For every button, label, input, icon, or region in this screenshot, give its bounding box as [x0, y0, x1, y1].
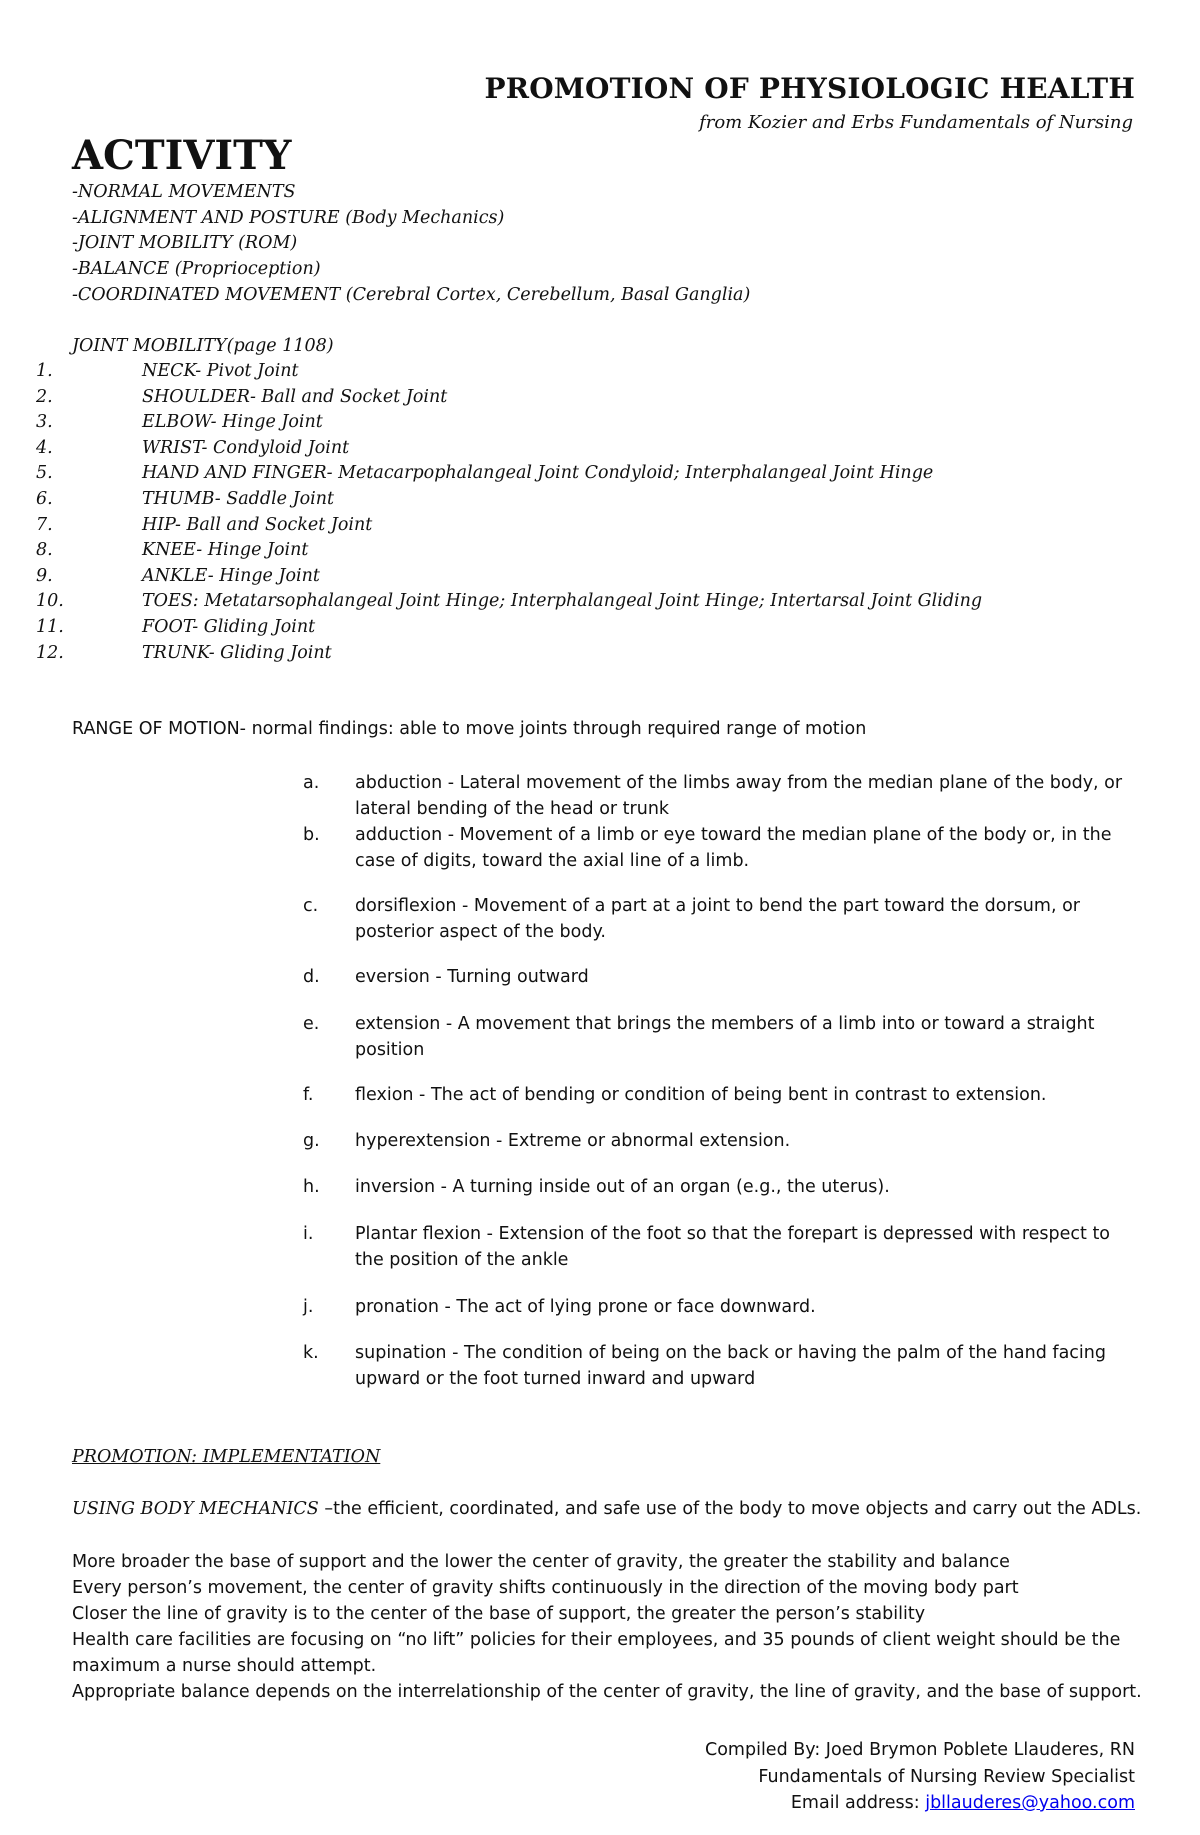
activity-item: -ALIGNMENT AND POSTURE (Body Mechanics) [72, 207, 505, 228]
item-text: TRUNK- Gliding Joint [142, 642, 332, 663]
item-text: SHOULDER- Ball and Socket Joint [142, 386, 448, 407]
item-definition: eversion - Turning outward [355, 967, 589, 987]
item-number: 4. [36, 437, 53, 458]
item-number: 10. [36, 591, 64, 612]
item-number: 5. [36, 463, 53, 484]
item-letter: h. [303, 1177, 320, 1197]
item-text: HIP- Ball and Socket Joint [142, 514, 373, 535]
item-text: FOOT- Gliding Joint [142, 616, 316, 637]
activity-list [72, 180, 750, 308]
body-mechanics-facts [72, 1549, 1142, 1705]
item-text: THUMB- Saddle Joint [142, 488, 335, 509]
list-item: Appropriate balance depends on the interrelationship of the center of gravity, the line of gravity, and the base of support. [72, 1682, 1142, 1702]
body-mechanics-definition [72, 1496, 1141, 1522]
item-definition: adduction - Movement of a limb or eye toward the median plane of the body or, in the case of digits, toward the axial line of a limb. [355, 825, 1112, 871]
document-subtitle: from Kozier and Erbs Fundamentals of Nursing [699, 112, 1133, 133]
item-text: KNEE- Hinge Joint [142, 540, 309, 561]
item-number: 11. [36, 616, 64, 637]
item-definition: flexion - The act of bending or condition of being bent in contrast to extension. [355, 1085, 1047, 1105]
document-title: PROMOTION OF PHYSIOLOGIC HEALTH [484, 72, 1135, 105]
item-definition: hyperextension - Extreme or abnormal extension. [355, 1131, 791, 1151]
item-number: 1. [36, 361, 53, 381]
item-letter: e. [303, 1014, 320, 1034]
item-number: 2. [36, 386, 53, 407]
item-text: ELBOW- Hinge Joint [142, 412, 323, 433]
item-definition: dorsiflexion - Movement of a part at a joint to bend the part toward the dorsum, or posterior aspect of the body. [355, 896, 1080, 942]
list-item: Closer the line of gravity is to the center of the base of support, the greater the person’s stability [72, 1604, 926, 1624]
item-letter: c. [303, 896, 319, 916]
item-number: 8. [36, 540, 53, 561]
item-number: 7. [36, 514, 53, 535]
item-text: NECK- Pivot Joint [142, 361, 299, 381]
list-item: More broader the base of support and the lower the center of gravity, the greater the stability and balance [72, 1552, 1010, 1572]
item-text: TOES: Metatarsophalangeal Joint Hinge; Interphalangeal Joint Hinge; Intertarsal Joint Gliding [142, 591, 983, 612]
item-number: 9. [36, 565, 53, 586]
item-letter: k. [303, 1343, 319, 1363]
range-of-motion-heading: RANGE OF MOTION- normal findings: able to move joints through required range of motion [72, 719, 867, 739]
activity-item: -BALANCE (Proprioception) [72, 259, 321, 280]
body-mechanics-text: –the efficient, coordinated, and safe use of the body to move objects and carry out the ADLs. [318, 1499, 1142, 1519]
body-mechanics-term: USING BODY MECHANICS [72, 1499, 319, 1519]
email-link[interactable]: jbllauderes@yahoo.com [925, 1793, 1135, 1813]
compiled-by: Compiled By: Joed Brymon Poblete Llauderes, RN [705, 1740, 1135, 1760]
activity-item: -JOINT MOBILITY (ROM) [72, 233, 298, 254]
item-definition: inversion - A turning inside out of an organ (e.g., the uterus). [355, 1177, 890, 1197]
item-letter: j. [303, 1297, 314, 1317]
implementation-heading: PROMOTION: IMPLEMENTATION [72, 1447, 381, 1467]
item-text: ANKLE- Hinge Joint [142, 565, 320, 586]
item-letter: i. [303, 1224, 314, 1244]
email-line [705, 1790, 1135, 1817]
item-letter: f. [303, 1085, 314, 1105]
item-definition: supination - The condition of being on the back or having the palm of the hand facing upward or the foot turned inward and upward [355, 1343, 1106, 1389]
author-role: Fundamentals of Nursing Review Specialist [758, 1766, 1135, 1787]
item-text: HAND AND FINGER- Metacarpophalangeal Joint Condyloid; Interphalangeal Joint Hinge [142, 463, 934, 484]
item-number: 6. [36, 488, 53, 509]
activity-heading: ACTIVITY [72, 132, 292, 179]
item-number: 12. [36, 642, 64, 663]
item-letter: b. [303, 825, 320, 845]
list-item: Health care facilities are focusing on “no lift” policies for their employees, and 35 pounds of client weight should be the maximum a nurse should attempt. [72, 1630, 1121, 1676]
joint-mobility-heading: JOINT MOBILITY(page 1108) [72, 336, 334, 356]
item-definition: Plantar flexion - Extension of the foot so that the forepart is depressed with respect to the position of the ankle [355, 1224, 1111, 1270]
activity-item: -COORDINATED MOVEMENT (Cerebral Cortex, Cerebellum, Basal Ganglia) [72, 284, 751, 305]
item-number: 3. [36, 412, 53, 433]
item-definition: abduction - Lateral movement of the limbs away from the median plane of the body, or lateral bending of the head or trunk [355, 773, 1123, 819]
item-text: WRIST- Condyloid Joint [142, 437, 350, 458]
item-letter: d. [303, 967, 320, 987]
footer [705, 1737, 1135, 1817]
activity-item: -NORMAL MOVEMENTS [72, 182, 296, 202]
item-letter: g. [303, 1131, 320, 1151]
item-definition: pronation - The act of lying prone or face downward. [355, 1297, 816, 1317]
item-letter: a. [303, 773, 320, 793]
email-label: Email address: [790, 1793, 926, 1813]
list-item: Every person’s movement, the center of gravity shifts continuously in the direction of the moving body part [72, 1578, 1019, 1598]
item-definition: extension - A movement that brings the members of a limb into or toward a straight position [355, 1014, 1095, 1060]
